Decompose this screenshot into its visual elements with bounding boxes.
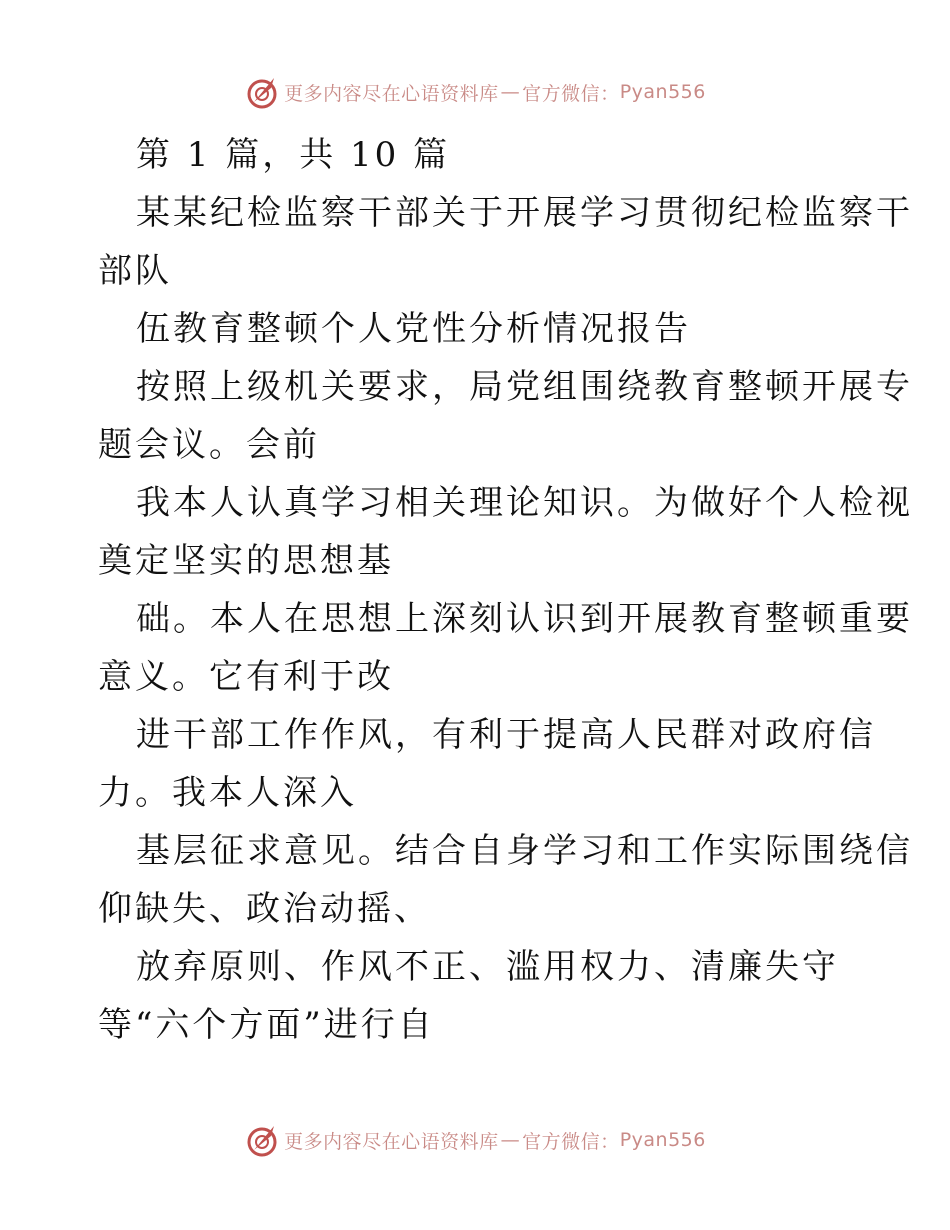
text-line: 放弃原则、作风不正、滥用权力、清廉失守 [136, 947, 839, 987]
quill-logo-icon [244, 1122, 280, 1158]
header-watermark [0, 72, 950, 112]
watermark-official: 官方微信： [522, 1130, 620, 1153]
text-line: 按照上级机关要求，局党组围绕教育整顿开展专 [136, 367, 913, 407]
text-line: 某某纪检监察干部关于开展学习贯彻纪检监察干 [136, 193, 913, 233]
watermark-wechat-id: Pyan556 [619, 1129, 706, 1151]
text-line: 力。我本人深入 [98, 773, 357, 813]
text-line: 进干部工作作风，有利于提高人民群对政府信 [136, 715, 876, 755]
text-line: 奠定坚实的思想基 [98, 541, 394, 581]
text-line: 仰缺失、政治动摇、 [98, 889, 431, 929]
watermark-separator: — [500, 1129, 521, 1151]
watermark-text: 更多内容尽在心语资料库 [284, 1130, 499, 1153]
page-indicator: 第 1 篇，共 10 篇 [136, 135, 451, 175]
text-line: 伍教育整顿个人党性分析情况报告 [136, 309, 691, 349]
text-line: 础。本人在思想上深刻认识到开展教育整顿重要 [136, 599, 913, 639]
watermark-text: 更多内容尽在心语资料库 [284, 82, 499, 105]
watermark-wechat-id: Pyan556 [619, 81, 706, 103]
text-line: 意义。它有利于改 [98, 657, 394, 697]
text-line: 等“六个方面”进行自 [98, 1005, 435, 1045]
footer-watermark [0, 1120, 950, 1160]
quill-logo-icon [244, 74, 280, 110]
text-line: 我本人认真学习相关理论知识。为做好个人检视 [136, 483, 913, 523]
watermark-official: 官方微信： [522, 82, 620, 105]
text-line: 部队 [98, 251, 172, 291]
text-line: 基层征求意见。结合自身学习和工作实际围绕信 [136, 831, 913, 871]
watermark-separator: — [500, 81, 521, 103]
document-body [98, 126, 913, 1054]
text-line: 题会议。会前 [98, 425, 320, 465]
